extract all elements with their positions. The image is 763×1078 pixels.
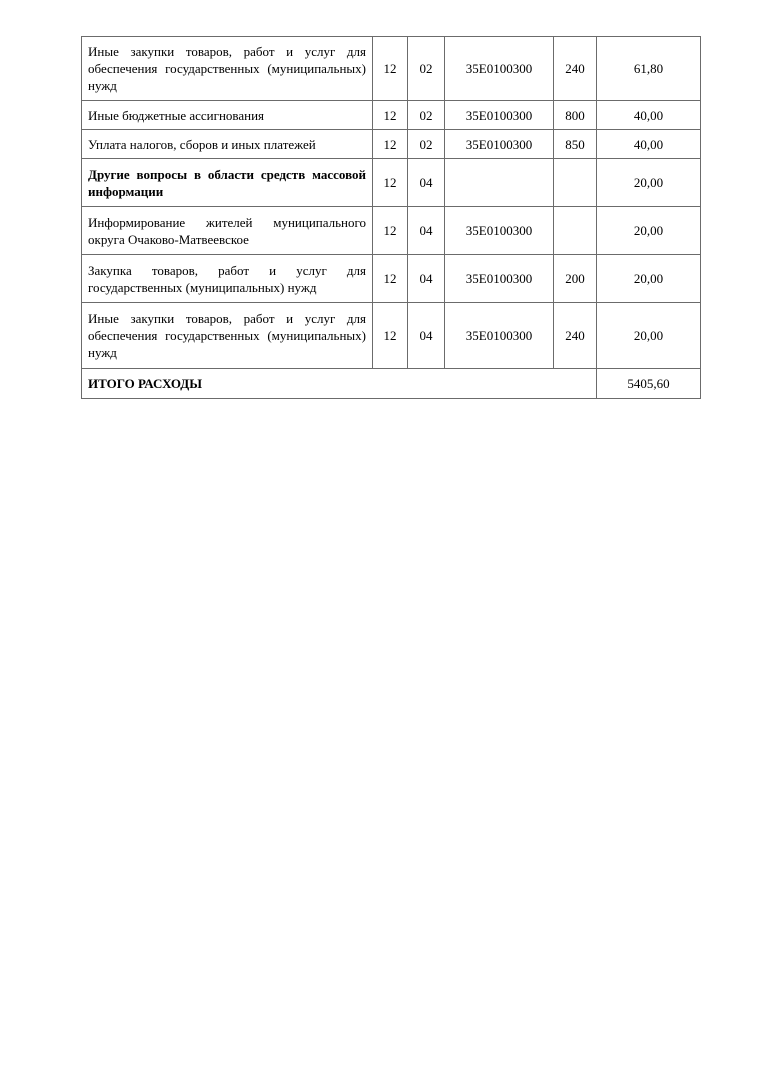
row-target: 35Е0100300 [445,130,554,159]
row-target: 35Е0100300 [445,207,554,255]
row-target: 35Е0100300 [445,303,554,369]
row-type: 240 [554,303,597,369]
row-subsection: 02 [408,37,445,101]
row-name: Уплата налогов, сборов и иных платежей [82,130,373,159]
table-row [82,303,701,369]
row-amount: 20,00 [597,255,701,303]
row-name: Иные закупки товаров, работ и услуг для обеспечения государственных (муниципальных) нужд [82,303,373,369]
table-row [82,207,701,255]
row-section: 12 [373,37,408,101]
table-row [82,255,701,303]
row-type [554,207,597,255]
row-type: 850 [554,130,597,159]
budget-table-body [82,37,701,399]
row-target: 35Е0100300 [445,255,554,303]
row-type: 800 [554,101,597,130]
row-section: 12 [373,207,408,255]
row-target: 35Е0100300 [445,101,554,130]
row-name: Иные закупки товаров, работ и услуг для обеспечения государственных (муниципальных) нужд [82,37,373,101]
row-amount: 61,80 [597,37,701,101]
row-name: Закупка товаров, работ и услуг для государственных (муниципальных) нужд [82,255,373,303]
table-row-section-header [82,159,701,207]
row-section: 12 [373,159,408,207]
row-section: 12 [373,303,408,369]
table-row [82,130,701,159]
row-section: 12 [373,255,408,303]
total-row [82,369,701,399]
row-subsection: 04 [408,303,445,369]
row-subsection: 02 [408,101,445,130]
row-section: 12 [373,130,408,159]
table-row [82,101,701,130]
row-subsection: 04 [408,207,445,255]
row-section: 12 [373,101,408,130]
total-label: ИТОГО РАСХОДЫ [82,369,597,399]
row-target [445,159,554,207]
row-name: Иные бюджетные ассигнования [82,101,373,130]
row-amount: 20,00 [597,303,701,369]
row-type [554,159,597,207]
row-subsection: 04 [408,255,445,303]
row-amount: 20,00 [597,159,701,207]
row-type: 200 [554,255,597,303]
row-amount: 40,00 [597,130,701,159]
row-name: Другие вопросы в области средств массовой информации [82,159,373,207]
row-subsection: 04 [408,159,445,207]
row-amount: 20,00 [597,207,701,255]
row-target: 35Е0100300 [445,37,554,101]
row-type: 240 [554,37,597,101]
row-amount: 40,00 [597,101,701,130]
budget-table [81,36,701,399]
row-subsection: 02 [408,130,445,159]
total-amount: 5405,60 [597,369,701,399]
row-name: Информирование жителей муниципального округа Очаково-Матвеевское [82,207,373,255]
table-row [82,37,701,101]
